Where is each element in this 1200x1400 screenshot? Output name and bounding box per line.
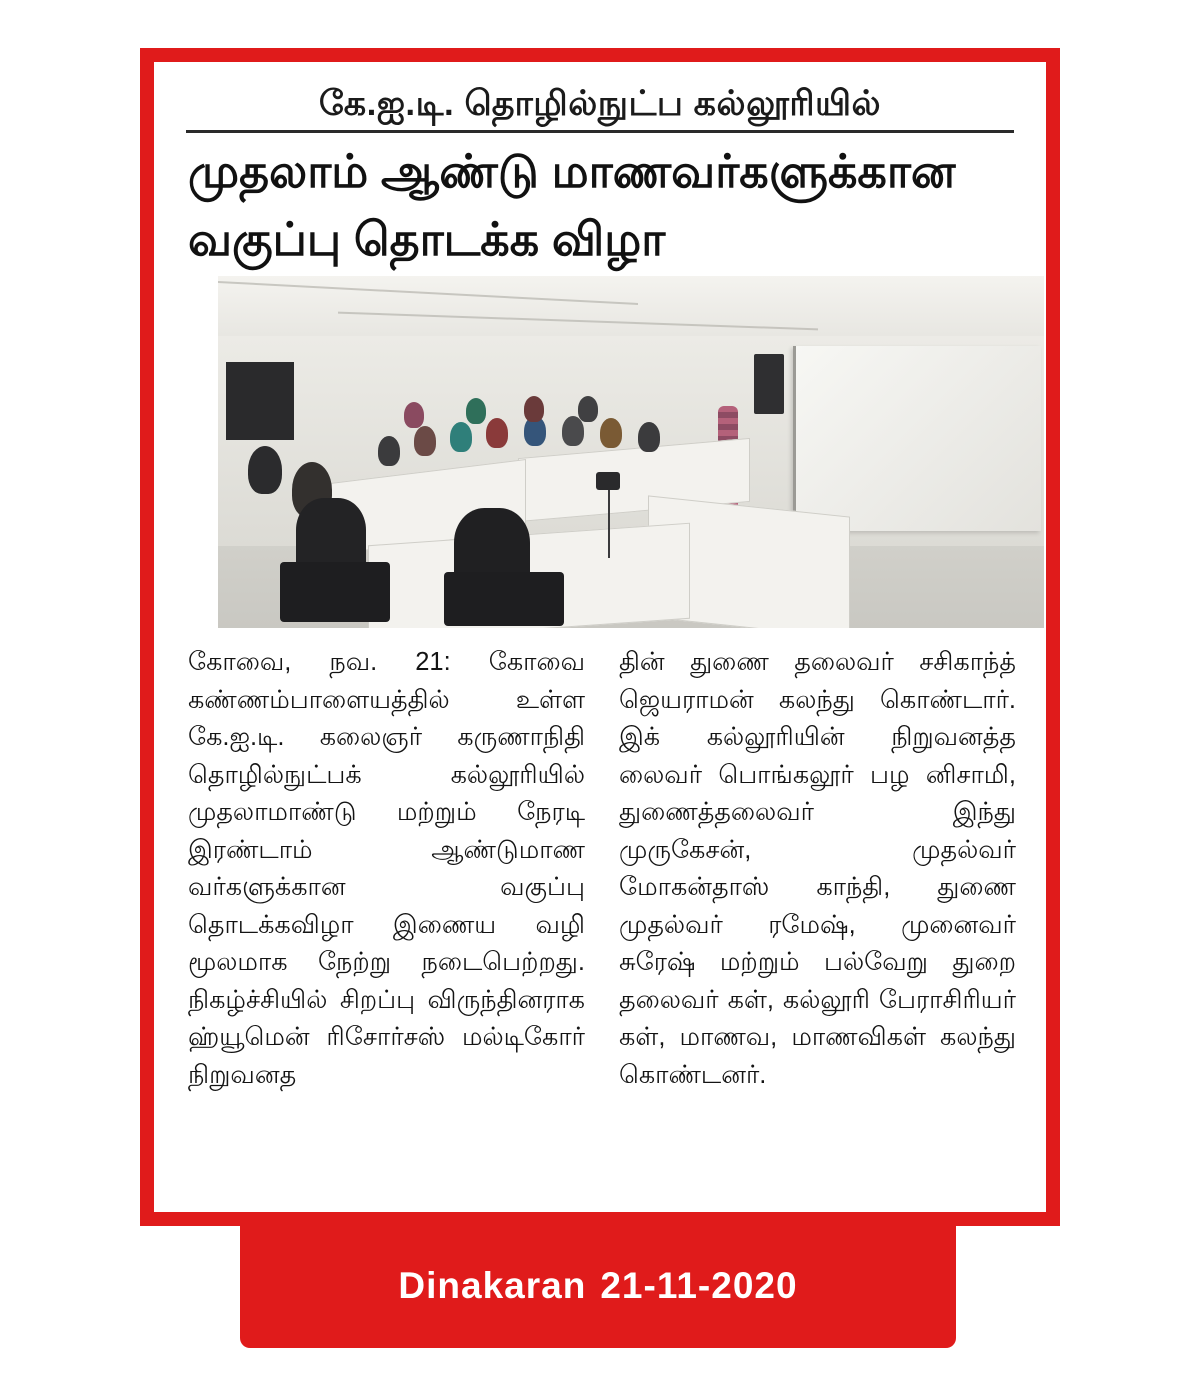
photo-person [638, 422, 660, 452]
newspaper-clipping [140, 48, 1060, 1226]
photo-person [562, 416, 584, 446]
photo-person [378, 436, 400, 466]
photo-tripod [608, 488, 610, 558]
photo-chair [444, 572, 564, 626]
photo-person-foreground [248, 446, 282, 494]
article-column-left-text: கோவை, நவ. 21: கோவை கண்ணம்பாளையத்தில் உள்ள கே.ஐ.டி. கலைஞர் கருணாநிதி தொழில்நுட்பக் கல்லூரியில் முதலாமாண்டு மற்றும் நேரடி இரண்டாம் ஆண்டுமாண வர்களுக்கான வகுப்பு தொடக்கவிழா இணைய வழி மூலமாக நேற்று நடைபெற்றது. நிகழ்ச்சியில் சிறப்பு விருந்தினராக ஹ்யூமென் ரிசோர்சஸ் மல்டிகோர் நிறுவனத [188, 648, 585, 1089]
article-body [188, 644, 1016, 1094]
headline-main-line-1: முதலாம் ஆண்டு மாணவர்களுக்கான [188, 145, 956, 198]
photo-blackboard [226, 362, 294, 440]
photo-person [486, 418, 508, 448]
photo-camera [596, 472, 620, 490]
photo-person [600, 418, 622, 448]
photo-person [524, 396, 544, 422]
article-column-right-text: தின் துணை தலைவர் சசிகாந்த் ஜெயராமன் கலந்து கொண்டார். இக் கல்லூரியின் நிறுவனத்த லைவர் பொங்கலூர் பழ னிசாமி, துணைத்தலைவர் இந்து முருகேசன், முதல்வர் மோகன்தாஸ் காந்தி, துணை முதல்வர் ரமேஷ், முனைவர் சுரேஷ் மற்றும் பல்வேறு துறை தலைவர் கள், கல்லூரி பேராசிரியர் கள், மாணவ, மாணவிகள் கலந்து கொண்டனர். [619, 648, 1016, 1089]
article-column-right [619, 644, 1016, 1094]
photo-person [578, 396, 598, 422]
caption-publication: Dinakaran [398, 1265, 587, 1306]
photo-person [414, 426, 436, 456]
article-column-left [188, 644, 585, 1094]
photo-person [404, 402, 424, 428]
photo-projector-screen [793, 346, 1041, 531]
photo-ceiling [218, 276, 1044, 340]
headline-main-line-2: வகுப்பு தொடக்க விழா [188, 212, 666, 265]
photo-wall-speaker [754, 354, 784, 414]
source-caption-banner [240, 1224, 956, 1348]
article-photo [218, 276, 1044, 628]
headline-block [176, 84, 1024, 268]
caption-date: 21-11-2020 [600, 1265, 798, 1306]
photo-chair [280, 562, 390, 622]
photo-canvas [218, 276, 1044, 628]
headline-kicker: கே.ஐ.டி. தொழில்நுட்ப கல்லூரியில் [186, 84, 1014, 133]
photo-person [466, 398, 486, 424]
photo-person [450, 422, 472, 452]
